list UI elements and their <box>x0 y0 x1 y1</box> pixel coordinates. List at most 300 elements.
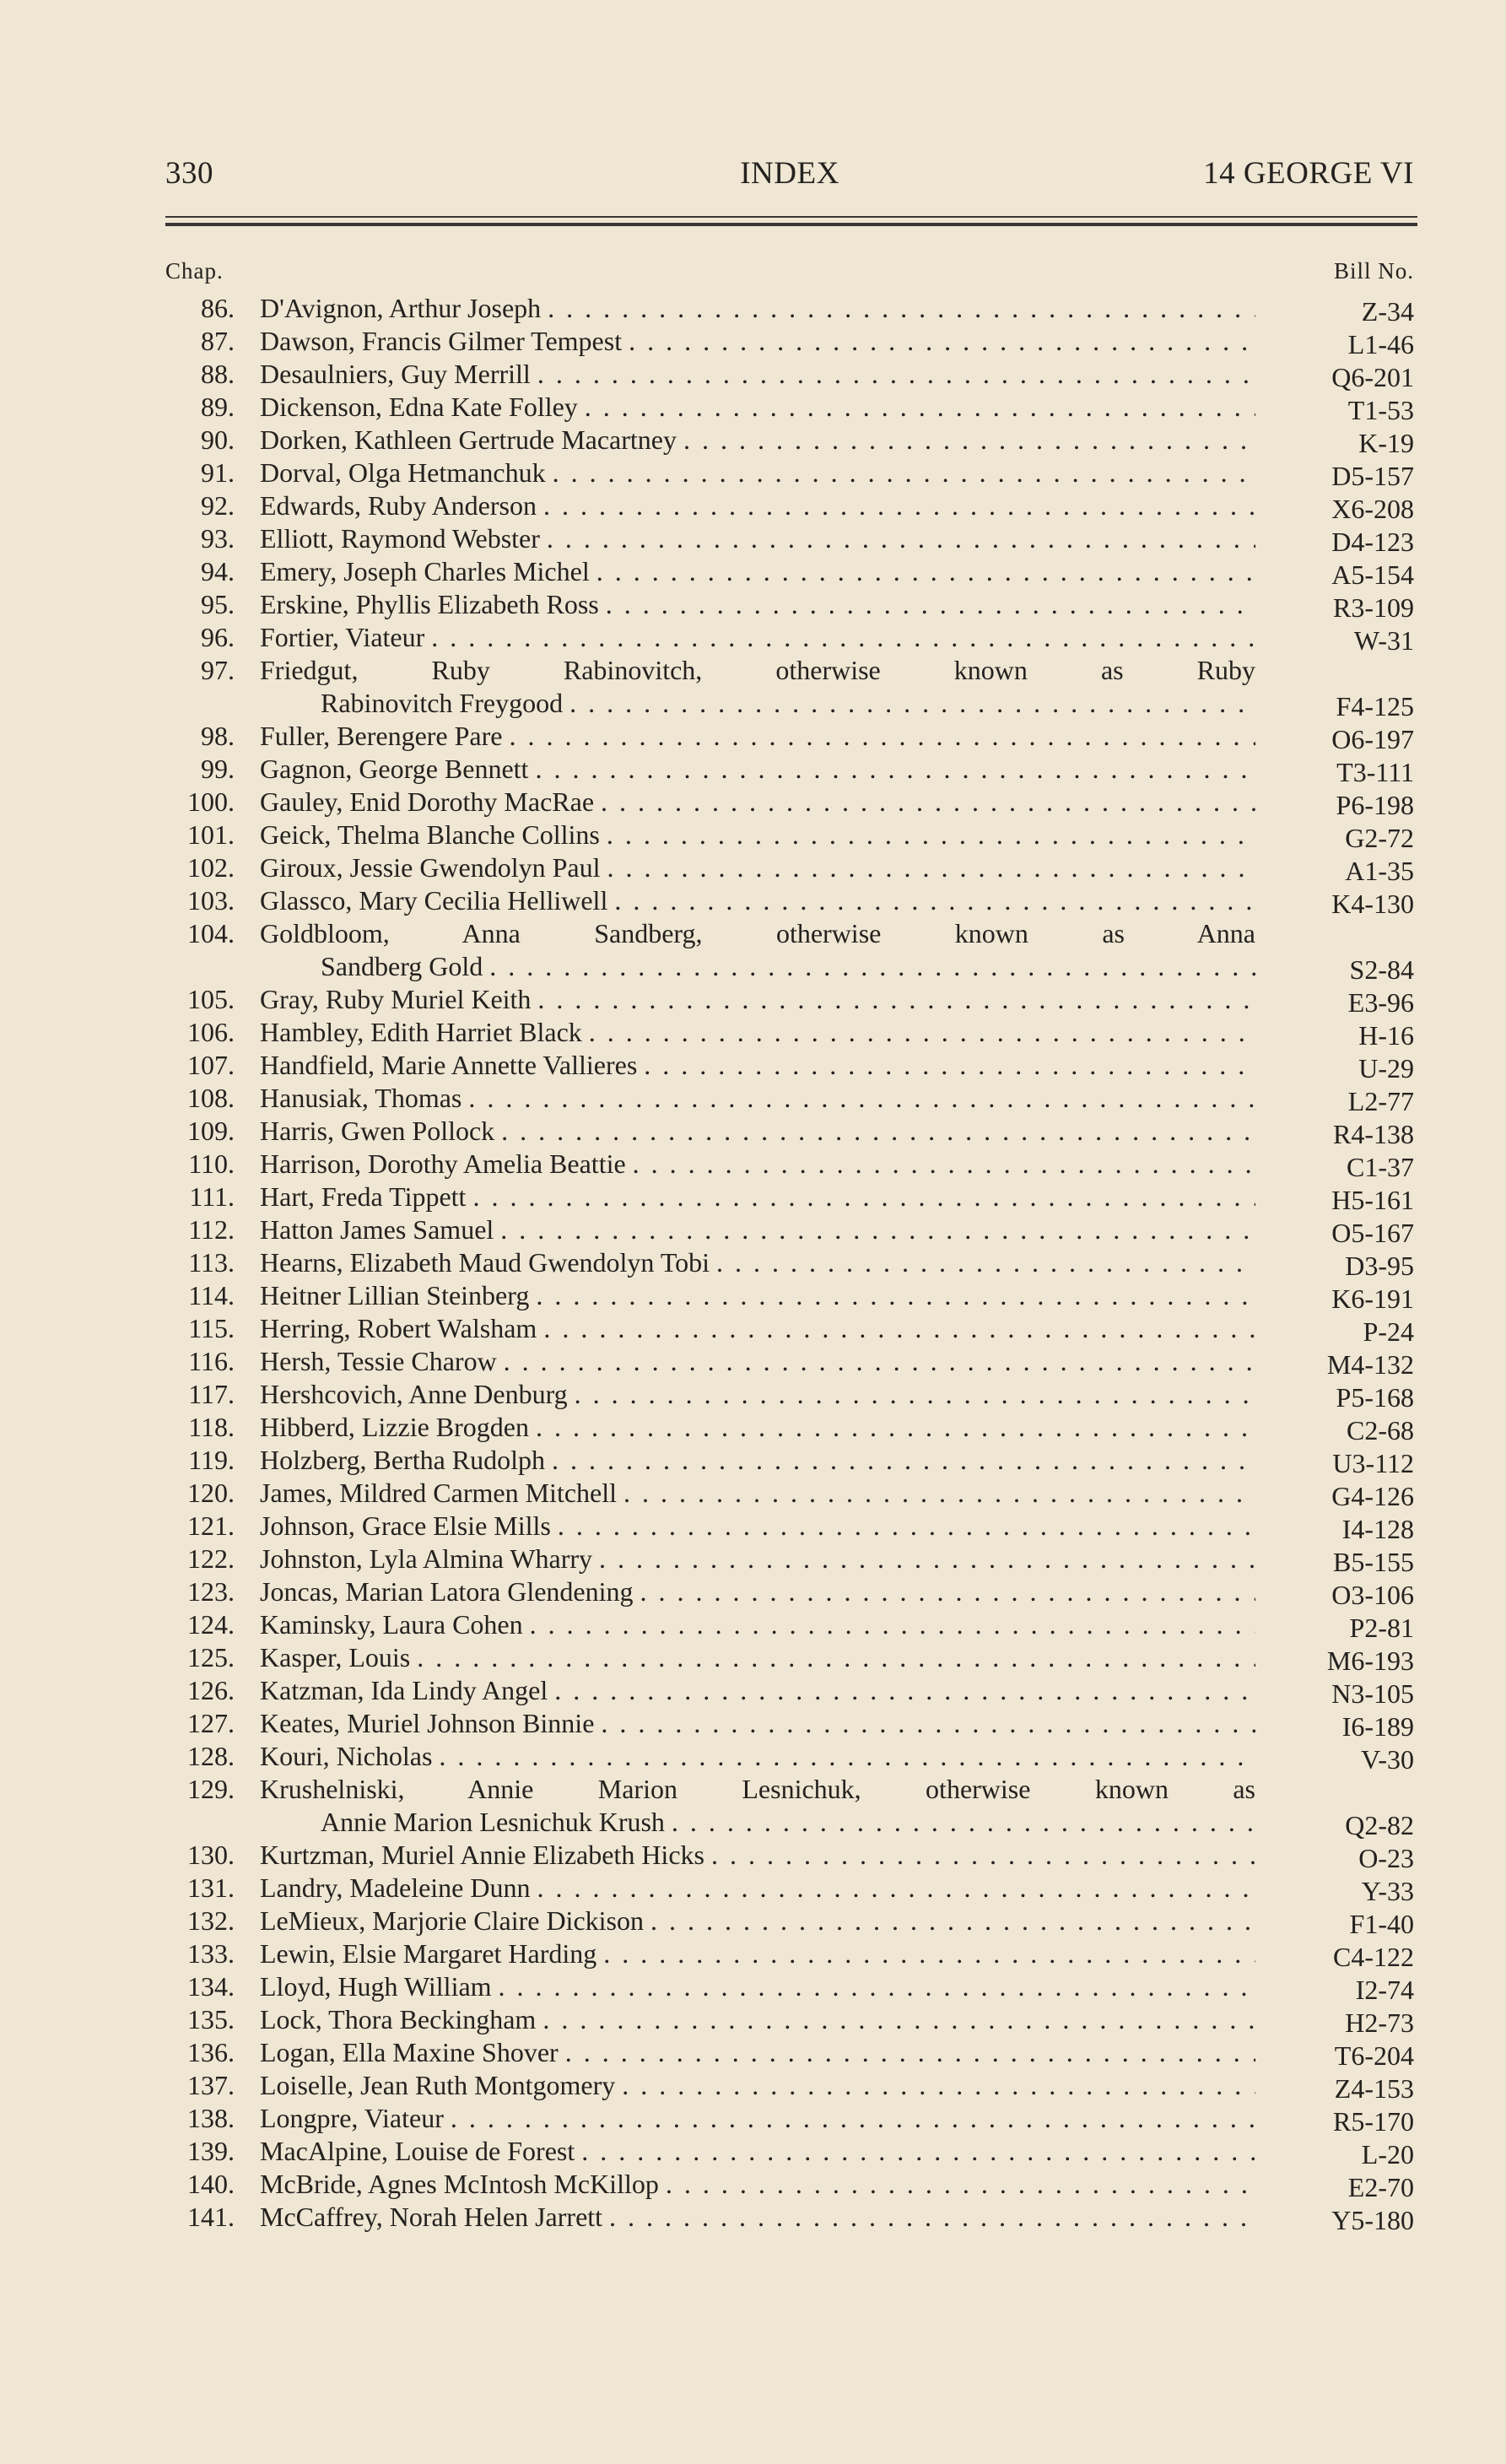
index-entry <box>165 1872 1414 1905</box>
entry-name-wrap <box>260 1740 1255 1773</box>
chapter-number: 100. <box>187 786 235 817</box>
index-entry <box>165 1937 1414 1970</box>
regnal-year: 14 GEORGE VI <box>1203 156 1414 191</box>
entry-name: Hershcovich, Anne Denburg <box>260 1379 568 1409</box>
index-entry <box>165 1575 1414 1608</box>
index-entry <box>165 555 1414 588</box>
bill-number: T1-53 <box>1347 395 1414 425</box>
bill-number: Q2-82 <box>1345 1810 1414 1840</box>
entry-name: Gagnon, George Bennett <box>260 754 529 784</box>
bill-number: K-19 <box>1358 428 1414 458</box>
chapter-number: 137. <box>187 2070 235 2100</box>
bill-number: L1-46 <box>1347 329 1414 359</box>
bill-number: P5-168 <box>1336 1382 1414 1413</box>
bill-number: L2-77 <box>1347 1086 1414 1116</box>
entry-name-wrap <box>260 292 1255 325</box>
dot-leader <box>606 588 1255 621</box>
dot-leader <box>650 1905 1255 1937</box>
entry-name: Gauley, Enid Dorothy MacRae <box>260 786 595 817</box>
dot-leader <box>614 884 1255 917</box>
entry-name: McCaffrey, Norah Helen Jarrett <box>260 2202 603 2232</box>
bill-number: K6-191 <box>1331 1283 1414 1314</box>
chapter-number: 136. <box>187 2037 235 2067</box>
dot-leader <box>543 489 1255 522</box>
dot-leader <box>536 1279 1255 1312</box>
entry-name-wrap <box>260 720 1255 753</box>
entry-name: Herring, Robert Walsham <box>260 1313 537 1343</box>
dot-leader <box>472 1181 1255 1213</box>
chapter-number: 92. <box>201 490 235 521</box>
index-entry <box>165 391 1414 424</box>
chapter-number: 126. <box>187 1675 235 1705</box>
index-entry <box>165 1543 1414 1575</box>
entry-name: Lewin, Elsie Margaret Harding <box>260 1938 597 1969</box>
dot-leader <box>509 720 1255 753</box>
dot-leader <box>716 1246 1255 1279</box>
dot-leader <box>530 1608 1255 1641</box>
dot-leader <box>553 457 1255 489</box>
entry-name-wrap <box>260 786 1255 819</box>
entry-name-wrap <box>260 1213 1255 1246</box>
index-entry <box>165 1246 1414 1279</box>
entry-name: Lock, Thora Beckingham <box>260 2004 537 2034</box>
dot-leader <box>536 1411 1255 1444</box>
entry-name-wrap <box>260 2135 1255 2168</box>
bill-number: Z4-153 <box>1334 2073 1414 2104</box>
index-entry <box>165 2168 1414 2201</box>
chapter-number: 103. <box>187 885 235 916</box>
index-entry <box>165 1444 1414 1477</box>
bill-number: I4-128 <box>1341 1514 1414 1544</box>
chapter-number: 109. <box>187 1116 235 1146</box>
entry-name-wrap <box>260 2003 1255 2036</box>
dot-leader <box>633 1148 1255 1181</box>
chapter-number: 125. <box>187 1642 235 1672</box>
dot-leader <box>542 2003 1255 2036</box>
entry-name-line1: Krushelniski, Annie Marion Lesnichuk, otherwise known as <box>260 1774 1255 1804</box>
entry-name-wrap <box>260 391 1255 424</box>
dot-leader <box>451 2102 1255 2135</box>
dot-leader <box>543 1312 1255 1345</box>
chapter-number: 89. <box>201 392 235 422</box>
chapter-number: 104. <box>187 918 235 948</box>
chap-column-header: Chap. <box>165 258 224 284</box>
index-entries <box>165 292 1414 2234</box>
dot-leader <box>500 1213 1255 1246</box>
chapter-number: 140. <box>187 2169 235 2199</box>
index-entry <box>165 424 1414 457</box>
chapter-number: 107. <box>187 1050 235 1080</box>
dot-leader <box>569 687 1255 720</box>
entry-name-line2-wrap <box>260 1806 1255 1839</box>
index-entry <box>165 1773 1414 1839</box>
index-entry <box>165 1181 1414 1213</box>
bill-number: U-29 <box>1358 1053 1414 1083</box>
entry-name-wrap <box>260 1312 1255 1345</box>
chapter-number: 93. <box>201 523 235 554</box>
dot-leader <box>607 819 1255 851</box>
dot-leader <box>623 1477 1255 1510</box>
entry-name-wrap <box>260 489 1255 522</box>
entry-name: Fuller, Berengere Pare <box>260 721 503 751</box>
entry-name: Emery, Joseph Charles Michel <box>260 556 590 586</box>
bill-number: V-30 <box>1361 1744 1414 1775</box>
entry-name-wrap <box>260 851 1255 884</box>
bill-number: F4-125 <box>1336 691 1414 721</box>
entry-name-wrap <box>260 1411 1255 1444</box>
bill-number: Y-33 <box>1361 1876 1414 1906</box>
entry-name: Hearns, Elizabeth Maud Gwendolyn Tobi <box>260 1247 710 1278</box>
entry-name: Katzman, Ida Lindy Angel <box>260 1675 548 1705</box>
index-entry <box>165 1213 1414 1246</box>
chapter-number: 86. <box>201 293 235 323</box>
entry-name: Harris, Gwen Pollock <box>260 1116 495 1146</box>
dot-leader <box>629 325 1255 358</box>
bill-number: O5-167 <box>1331 1218 1414 1248</box>
entry-name-block <box>260 1773 1255 1839</box>
dot-leader <box>558 1510 1255 1543</box>
dot-leader <box>501 1115 1255 1148</box>
entry-name-wrap <box>260 1082 1255 1115</box>
index-entry <box>165 621 1414 654</box>
index-entry <box>165 489 1414 522</box>
entry-name: Joncas, Marian Latora Glendening <box>260 1576 634 1607</box>
bill-number: U3-112 <box>1332 1448 1414 1478</box>
dot-leader <box>711 1839 1255 1872</box>
entry-name-wrap <box>260 819 1255 851</box>
bill-number: H2-73 <box>1345 2007 1414 2038</box>
bill-number: N3-105 <box>1331 1678 1414 1709</box>
entry-name-wrap <box>260 1181 1255 1213</box>
chapter-number: 119. <box>188 1445 235 1475</box>
entry-name: Kurtzman, Muriel Annie Elizabeth Hicks <box>260 1840 704 1870</box>
entry-name: Hanusiak, Thomas <box>260 1083 462 1113</box>
entry-name: Gray, Ruby Muriel Keith <box>260 984 532 1014</box>
bill-number: R3-109 <box>1333 592 1414 623</box>
entry-name-wrap <box>260 1543 1255 1575</box>
index-entry <box>165 1411 1414 1444</box>
entry-name-wrap <box>260 1839 1255 1872</box>
entry-name-wrap <box>260 1575 1255 1608</box>
bill-number: D3-95 <box>1345 1251 1414 1281</box>
entry-name-line2: Rabinovitch Freygood <box>321 688 564 718</box>
bill-number: F1-40 <box>1349 1909 1414 1939</box>
entry-name: Kaminsky, Laura Cohen <box>260 1609 523 1640</box>
bill-number: M4-132 <box>1326 1349 1414 1380</box>
entry-name-line2-wrap <box>260 950 1255 983</box>
entry-name-wrap <box>260 753 1255 786</box>
entry-name-wrap <box>260 1641 1255 1674</box>
bill-number: I2-74 <box>1355 1975 1414 2005</box>
bill-number: G2-72 <box>1345 823 1414 853</box>
entry-name: Keates, Muriel Johnson Binnie <box>260 1708 595 1738</box>
entry-name: Landry, Madeleine Dunn <box>260 1872 531 1903</box>
entry-name-wrap <box>260 1016 1255 1049</box>
dot-leader <box>489 950 1255 983</box>
entry-name-line1: Friedgut, Ruby Rabinovitch, otherwise known as Ruby <box>260 655 1255 685</box>
index-entry <box>165 917 1414 983</box>
entry-name: Edwards, Ruby Anderson <box>260 490 537 521</box>
chapter-number: 94. <box>201 556 235 586</box>
chapter-number: 101. <box>187 819 235 850</box>
chapter-number: 123. <box>187 1576 235 1607</box>
entry-name-wrap <box>260 588 1255 621</box>
chapter-number: 108. <box>187 1083 235 1113</box>
chapter-number: 91. <box>201 457 235 488</box>
entry-name: D'Avignon, Arthur Joseph <box>260 293 542 323</box>
dot-leader <box>504 1345 1255 1378</box>
index-entry <box>165 457 1414 489</box>
bill-number: A1-35 <box>1345 856 1414 886</box>
entry-name-wrap <box>260 1378 1255 1411</box>
entry-name: LeMieux, Marjorie Claire Dickison <box>260 1905 644 1936</box>
entry-name-block <box>260 917 1255 983</box>
entry-name: James, Mildred Carmen Mitchell <box>260 1478 618 1508</box>
entry-name-wrap <box>260 1905 1255 1937</box>
index-entry <box>165 1970 1414 2003</box>
bill-number: X6-208 <box>1331 494 1414 524</box>
bill-number: E3-96 <box>1347 987 1414 1018</box>
bill-number: D4-123 <box>1331 527 1414 557</box>
bill-number: O6-197 <box>1331 724 1414 754</box>
chapter-number: 115. <box>188 1313 235 1343</box>
bill-number: M6-193 <box>1326 1645 1414 1676</box>
entry-name: Desaulniers, Guy Merrill <box>260 359 531 389</box>
index-entry <box>165 292 1414 325</box>
index-entry <box>165 819 1414 851</box>
entry-name: Dorken, Kathleen Gertrude Macartney <box>260 424 677 455</box>
chapter-number: 114. <box>188 1280 235 1310</box>
dot-leader <box>581 2135 1255 2168</box>
entry-name-wrap <box>260 1148 1255 1181</box>
entry-name-wrap <box>260 1872 1255 1905</box>
entry-name: Hibberd, Lizzie Brogden <box>260 1412 529 1442</box>
index-entry <box>165 1641 1414 1674</box>
entry-name-wrap <box>260 1477 1255 1510</box>
bill-number: W-31 <box>1353 625 1414 656</box>
index-entry <box>165 1279 1414 1312</box>
entry-name-wrap <box>260 1707 1255 1740</box>
chapter-number: 129. <box>187 1774 235 1804</box>
bill-number: T3-111 <box>1336 757 1414 787</box>
entry-name-wrap <box>260 1115 1255 1148</box>
entry-name: Heitner Lillian Steinberg <box>260 1280 530 1310</box>
dot-leader <box>431 621 1255 654</box>
entry-name: Loiselle, Jean Ruth Montgomery <box>260 2070 616 2100</box>
dot-leader <box>589 1016 1255 1049</box>
dot-leader <box>499 1970 1255 2003</box>
bill-number: Q6-201 <box>1331 362 1414 392</box>
dot-leader <box>672 1806 1255 1839</box>
entry-name-wrap <box>260 457 1255 489</box>
column-headers <box>165 258 1414 292</box>
entry-name-wrap <box>260 325 1255 358</box>
entry-name: Hambley, Edith Harriet Black <box>260 1017 582 1047</box>
bill-number: G4-126 <box>1331 1481 1414 1511</box>
header-rule-thin <box>165 216 1417 218</box>
index-entry <box>165 983 1414 1016</box>
index-entry <box>165 2003 1414 2036</box>
entry-name-wrap <box>260 1345 1255 1378</box>
entry-name-wrap <box>260 1246 1255 1279</box>
entry-name-wrap <box>260 1510 1255 1543</box>
index-entry <box>165 720 1414 753</box>
chapter-number: 120. <box>187 1478 235 1508</box>
entry-name-wrap <box>260 1608 1255 1641</box>
chapter-number: 106. <box>187 1017 235 1047</box>
bill-number: R5-170 <box>1333 2106 1414 2137</box>
header-rule-thick <box>165 223 1417 226</box>
index-entry <box>165 1608 1414 1641</box>
entry-name-wrap <box>260 2201 1255 2234</box>
index-entry <box>165 1510 1414 1543</box>
index-entry <box>165 654 1414 720</box>
dot-leader <box>603 1937 1255 1970</box>
chapter-number: 124. <box>187 1609 235 1640</box>
entry-name-wrap <box>260 1674 1255 1707</box>
dot-leader <box>537 1872 1255 1905</box>
entry-name-line1: Goldbloom, Anna Sandberg, otherwise known as Anna <box>260 918 1255 948</box>
index-entry <box>165 1016 1414 1049</box>
entry-name-wrap <box>260 1937 1255 1970</box>
dot-leader <box>565 2036 1255 2069</box>
entry-name: Lloyd, Hugh William <box>260 1971 492 2002</box>
dot-leader <box>644 1049 1255 1082</box>
bill-number: C2-68 <box>1347 1415 1414 1445</box>
dot-leader <box>640 1575 1255 1608</box>
entry-name: Kouri, Nicholas <box>260 1741 433 1771</box>
dot-leader <box>683 424 1255 457</box>
entry-name: Holzberg, Bertha Rudolph <box>260 1445 546 1475</box>
chapter-number: 128. <box>187 1741 235 1771</box>
entry-name-wrap <box>260 2036 1255 2069</box>
entry-name-line2: Annie Marion Lesnichuk Krush <box>321 1807 665 1837</box>
chapter-number: 98. <box>201 721 235 751</box>
chapter-number: 95. <box>201 589 235 619</box>
bill-number: I6-189 <box>1341 1711 1414 1742</box>
index-entry <box>165 1707 1414 1740</box>
index-entry <box>165 884 1414 917</box>
dot-leader <box>537 983 1255 1016</box>
dot-leader <box>417 1641 1255 1674</box>
entry-name-wrap <box>260 1049 1255 1082</box>
dot-leader <box>537 358 1255 391</box>
dot-leader <box>575 1378 1255 1411</box>
entry-name: Dickenson, Edna Kate Folley <box>260 392 578 422</box>
entry-name: Dorval, Olga Hetmanchuk <box>260 457 546 488</box>
index-entry <box>165 1839 1414 1872</box>
chapter-number: 122. <box>187 1543 235 1574</box>
page-title: INDEX <box>740 156 839 191</box>
index-entry <box>165 786 1414 819</box>
entry-name-wrap <box>260 1970 1255 2003</box>
index-entry <box>165 588 1414 621</box>
entry-name: Logan, Ella Maxine Shover <box>260 2037 559 2067</box>
dot-leader <box>554 1674 1255 1707</box>
chapter-number: 139. <box>187 2136 235 2166</box>
index-entry <box>165 2135 1414 2168</box>
index-entry <box>165 1378 1414 1411</box>
index-entry <box>165 1740 1414 1773</box>
entry-name-block <box>260 654 1255 720</box>
entry-name-line2-wrap <box>260 687 1255 720</box>
dot-leader <box>622 2069 1255 2102</box>
dot-leader <box>585 391 1255 424</box>
chapter-number: 112. <box>188 1214 235 1245</box>
chapter-number: 134. <box>187 1971 235 2002</box>
chapter-number: 105. <box>187 984 235 1014</box>
chapter-number: 96. <box>201 622 235 652</box>
index-entry <box>165 1049 1414 1082</box>
dot-leader <box>601 786 1255 819</box>
chapter-number: 117. <box>188 1379 235 1409</box>
bill-number: P6-198 <box>1336 790 1414 820</box>
bill-number: L-20 <box>1361 2139 1414 2170</box>
entry-name-wrap <box>260 621 1255 654</box>
entry-name-wrap <box>260 884 1255 917</box>
bill-number: C4-122 <box>1333 1942 1414 1972</box>
entry-name: Johnson, Grace Elsie Mills <box>260 1510 551 1541</box>
entry-name: McBride, Agnes McIntosh McKillop <box>260 2169 659 2199</box>
chapter-number: 138. <box>187 2103 235 2133</box>
dot-leader <box>552 1444 1255 1477</box>
index-entry <box>165 2036 1414 2069</box>
bill-number: D5-157 <box>1331 461 1414 491</box>
chapter-number: 131. <box>187 1872 235 1903</box>
chapter-number: 88. <box>201 359 235 389</box>
dot-leader <box>666 2168 1255 2201</box>
entry-name-wrap <box>260 983 1255 1016</box>
entry-name: MacAlpine, Louise de Forest <box>260 2136 575 2166</box>
dot-leader <box>535 753 1255 786</box>
chapter-number: 90. <box>201 424 235 455</box>
bill-number: P2-81 <box>1349 1613 1414 1643</box>
entry-name-wrap <box>260 358 1255 391</box>
entry-name: Hersh, Tessie Charow <box>260 1346 497 1376</box>
bill-number: R4-138 <box>1333 1119 1414 1149</box>
entry-name-wrap <box>260 555 1255 588</box>
chapter-number: 127. <box>187 1708 235 1738</box>
bill-number: B5-155 <box>1333 1547 1414 1577</box>
entry-name-wrap <box>260 1279 1255 1312</box>
entry-name-wrap <box>260 2069 1255 2102</box>
index-entry <box>165 1312 1414 1345</box>
index-entry <box>165 1148 1414 1181</box>
bill-number: Y5-180 <box>1331 2205 1414 2235</box>
index-entry <box>165 753 1414 786</box>
chapter-number: 99. <box>201 754 235 784</box>
bill-number: K4-130 <box>1331 889 1414 919</box>
bill-number: O3-106 <box>1331 1580 1414 1610</box>
chapter-number: 113. <box>188 1247 235 1278</box>
entry-name: Harrison, Dorothy Amelia Beattie <box>260 1148 626 1179</box>
bill-number: A5-154 <box>1331 559 1414 590</box>
entry-name-line2: Sandberg Gold <box>321 951 483 981</box>
dot-leader <box>596 555 1255 588</box>
bill-number: S2-84 <box>1349 954 1414 985</box>
bill-number: P-24 <box>1363 1316 1414 1347</box>
dot-leader <box>548 292 1255 325</box>
bill-number: H5-161 <box>1331 1185 1414 1215</box>
entry-name: Hatton James Samuel <box>260 1214 494 1245</box>
bill-number: C1-37 <box>1347 1152 1414 1182</box>
chapter-number: 133. <box>187 1938 235 1969</box>
dot-leader <box>607 851 1255 884</box>
entry-name: Glassco, Mary Cecilia Helliwell <box>260 885 608 916</box>
entry-name: Johnston, Lyla Almina Wharry <box>260 1543 593 1574</box>
index-entry <box>165 851 1414 884</box>
entry-name: Longpre, Viateur <box>260 2103 444 2133</box>
